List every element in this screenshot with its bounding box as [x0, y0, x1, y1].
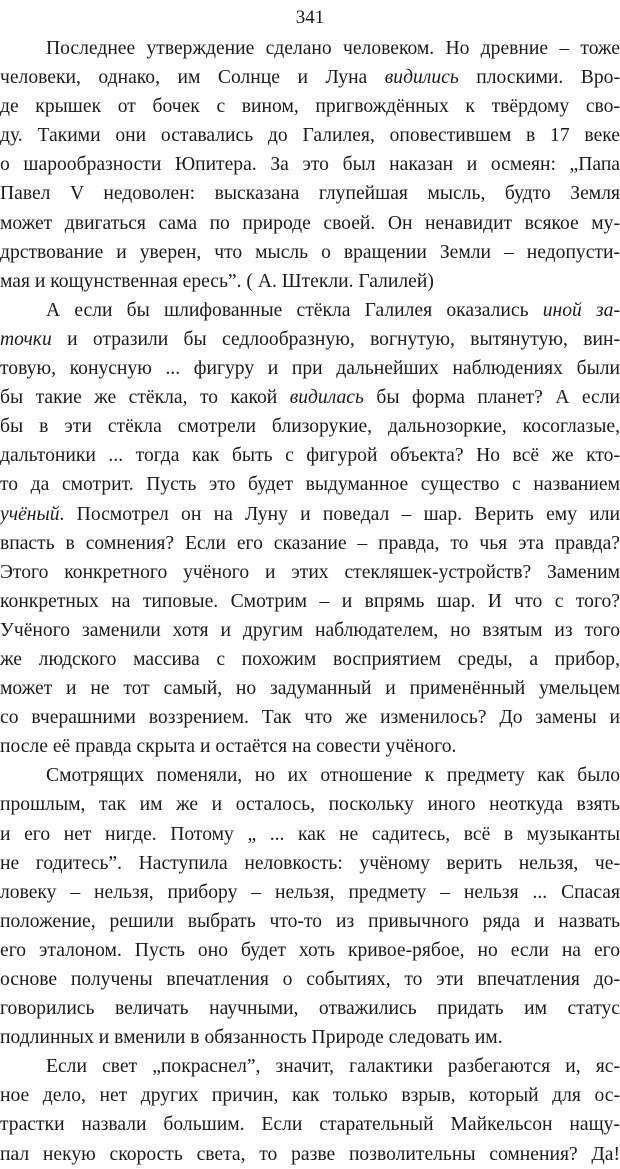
- text-segment: дрствование и уверен, что мысль о вращении Земли – недопусти-: [0, 241, 620, 263]
- text-segment: Павел V недоволен: высказана глупейшая мысль, будто Земля: [0, 183, 620, 205]
- text-line: [0, 238, 620, 267]
- italic-text: видились: [384, 67, 459, 89]
- text-line: [0, 558, 620, 587]
- text-line: [0, 325, 620, 354]
- text-line: [0, 63, 620, 92]
- paragraph: [0, 761, 620, 1052]
- text-line: [0, 296, 620, 325]
- text-segment: же людского массива с похожим восприятием среды, а прибор,: [0, 648, 620, 670]
- text-segment: может двигаться сама по природе своей. Он ненавидит всякое му-: [0, 212, 620, 234]
- text-line: [0, 965, 620, 994]
- text-line: [0, 441, 620, 470]
- text-segment: может и не тот самый, но задуманный и применённый умельцем: [0, 678, 620, 700]
- text-line: [0, 267, 620, 296]
- text-segment: плоскими. Вро-: [458, 67, 620, 89]
- text-line: [0, 1140, 620, 1169]
- text-segment: трастки назвали большим. Если старательный Майкельсон нащу-: [0, 1114, 620, 1136]
- text-line: [0, 878, 620, 907]
- paragraph: [0, 1052, 620, 1168]
- text-line: [0, 587, 620, 616]
- text-segment: пал некую скорость света, то разве позволительны сомнения? Да!: [0, 1143, 620, 1165]
- text-segment: его эталоном. Пусть оно будет хоть кривое-рябое, но если на его: [0, 939, 620, 961]
- text-line: [0, 150, 620, 179]
- text-segment: А если бы шлифованные стёкла Галилея оказались: [46, 299, 543, 321]
- italic-text: точки: [0, 328, 52, 350]
- text-line: [0, 732, 620, 761]
- text-line: [0, 354, 620, 383]
- text-segment: бы такие же стёкла, то какой: [0, 387, 290, 409]
- text-line: [0, 994, 620, 1023]
- text-segment: человеки, однако, им Солнце и Луна: [0, 67, 385, 89]
- paragraph: [0, 296, 620, 762]
- text-segment: прошлым, так им же и осталось, поскольку иного неоткуда взять: [0, 794, 620, 816]
- text-body: [0, 34, 620, 1169]
- text-segment: не годитесь”. Наступила неловкость: учёному верить нельзя, че-: [0, 852, 620, 874]
- text-line: [0, 529, 620, 558]
- text-line: [0, 500, 620, 529]
- text-segment: положение, решили выбрать что-то из привычного ряда и назвать: [0, 910, 620, 932]
- text-line: [0, 34, 620, 63]
- text-line: [0, 907, 620, 936]
- text-line: [0, 470, 620, 499]
- text-segment: дальтоники ... тогда как быть с фигурой объекта? Но всё же кто-: [0, 445, 620, 467]
- text-segment: то да смотрит. Пусть это будет выдуманное существо с названием: [0, 474, 620, 496]
- text-segment: впасть в сомнения? Если его сказание – правда, то чья эта правда?: [0, 532, 620, 554]
- text-segment: и его нет нигде. Потому „ ... как не садитесь, всё в музыканты: [0, 823, 620, 845]
- text-line: [0, 703, 620, 732]
- text-segment: ное дело, нет других причин, как только взрыв, который для ос-: [0, 1085, 620, 1107]
- text-segment: говорились величать научными, отважились придать им статус: [0, 998, 620, 1020]
- text-segment: подлинных и вменили в обязанность Природе следовать им.: [0, 1027, 503, 1049]
- text-segment: бы форма планет? А если: [363, 387, 620, 409]
- text-segment: . Посмотрел он на Луну и поведал – шар. Верить ему или: [59, 503, 620, 525]
- text-line: [0, 121, 620, 150]
- text-line: [0, 1052, 620, 1081]
- text-line: [0, 674, 620, 703]
- text-line: [0, 383, 620, 412]
- text-line: [0, 820, 620, 849]
- text-segment: ловеку – нельзя, прибору – нельзя, предмету – нельзя ... Спасая: [0, 881, 620, 903]
- text-segment: основе получены впечатления о событиях, то эти впечатления до-: [0, 969, 620, 990]
- text-segment: о шарообразности Юпитера. За это был наказан и осмеян: „Папа: [0, 154, 620, 176]
- text-segment: со вчерашними воззрением. Так что же изменилось? До замены и: [0, 707, 620, 729]
- text-segment: Этого конкретного учёного и этих стекляшек-устройств? Заменим: [0, 561, 620, 583]
- text-line: [0, 616, 620, 645]
- text-line: [0, 412, 620, 441]
- text-segment: Если свет „покраснел”, значит, галактики разбегаются и, яс-: [46, 1056, 620, 1078]
- italic-text: видилась: [289, 387, 364, 409]
- text-segment: после её правда скрыта и остаётся на совести учёного.: [0, 736, 457, 758]
- text-line: [0, 761, 620, 790]
- paragraph: [0, 34, 620, 296]
- text-segment: де крышек от бочек с вином, пригвождённых к твёрдому сво-: [0, 96, 620, 118]
- text-line: [0, 209, 620, 238]
- text-segment: ду. Такими они оставались до Галилея, оповестившем в 17 веке: [0, 125, 620, 147]
- italic-text: иной за-: [542, 299, 620, 321]
- text-line: [0, 849, 620, 878]
- text-segment: Последнее утверждение сделано человеком. Но древние – тоже: [46, 38, 620, 59]
- text-segment: Смотрящих поменяли, но их отношение к предмету как было: [46, 765, 620, 787]
- italic-text: учёный: [0, 503, 60, 525]
- text-segment: Учёного заменили хотя и другим наблюдателем, но взятым из того: [0, 619, 620, 641]
- text-line: [0, 1081, 620, 1110]
- text-line: [0, 645, 620, 674]
- text-segment: товую, конусную ... фигуру и при дальнейших наблюдениях были: [0, 358, 620, 380]
- text-segment: конкретных на типовые. Смотрим – и впрямь шар. И что с того?: [0, 590, 620, 612]
- text-line: [0, 92, 620, 121]
- text-line: [0, 790, 620, 819]
- text-segment: и отразили бы седлообразную, вогнутую, вытянутую, вин-: [51, 328, 620, 350]
- text-line: [0, 1110, 620, 1139]
- page-number: 341: [295, 7, 325, 28]
- text-segment: мая и кощунственная ересь”. ( А. Штекли. Галилей): [0, 270, 434, 292]
- text-line: [0, 936, 620, 965]
- text-segment: бы в эти стёкла смотрели близорукие, дальнозоркие, косоглазые,: [0, 416, 620, 438]
- text-line: [0, 179, 620, 208]
